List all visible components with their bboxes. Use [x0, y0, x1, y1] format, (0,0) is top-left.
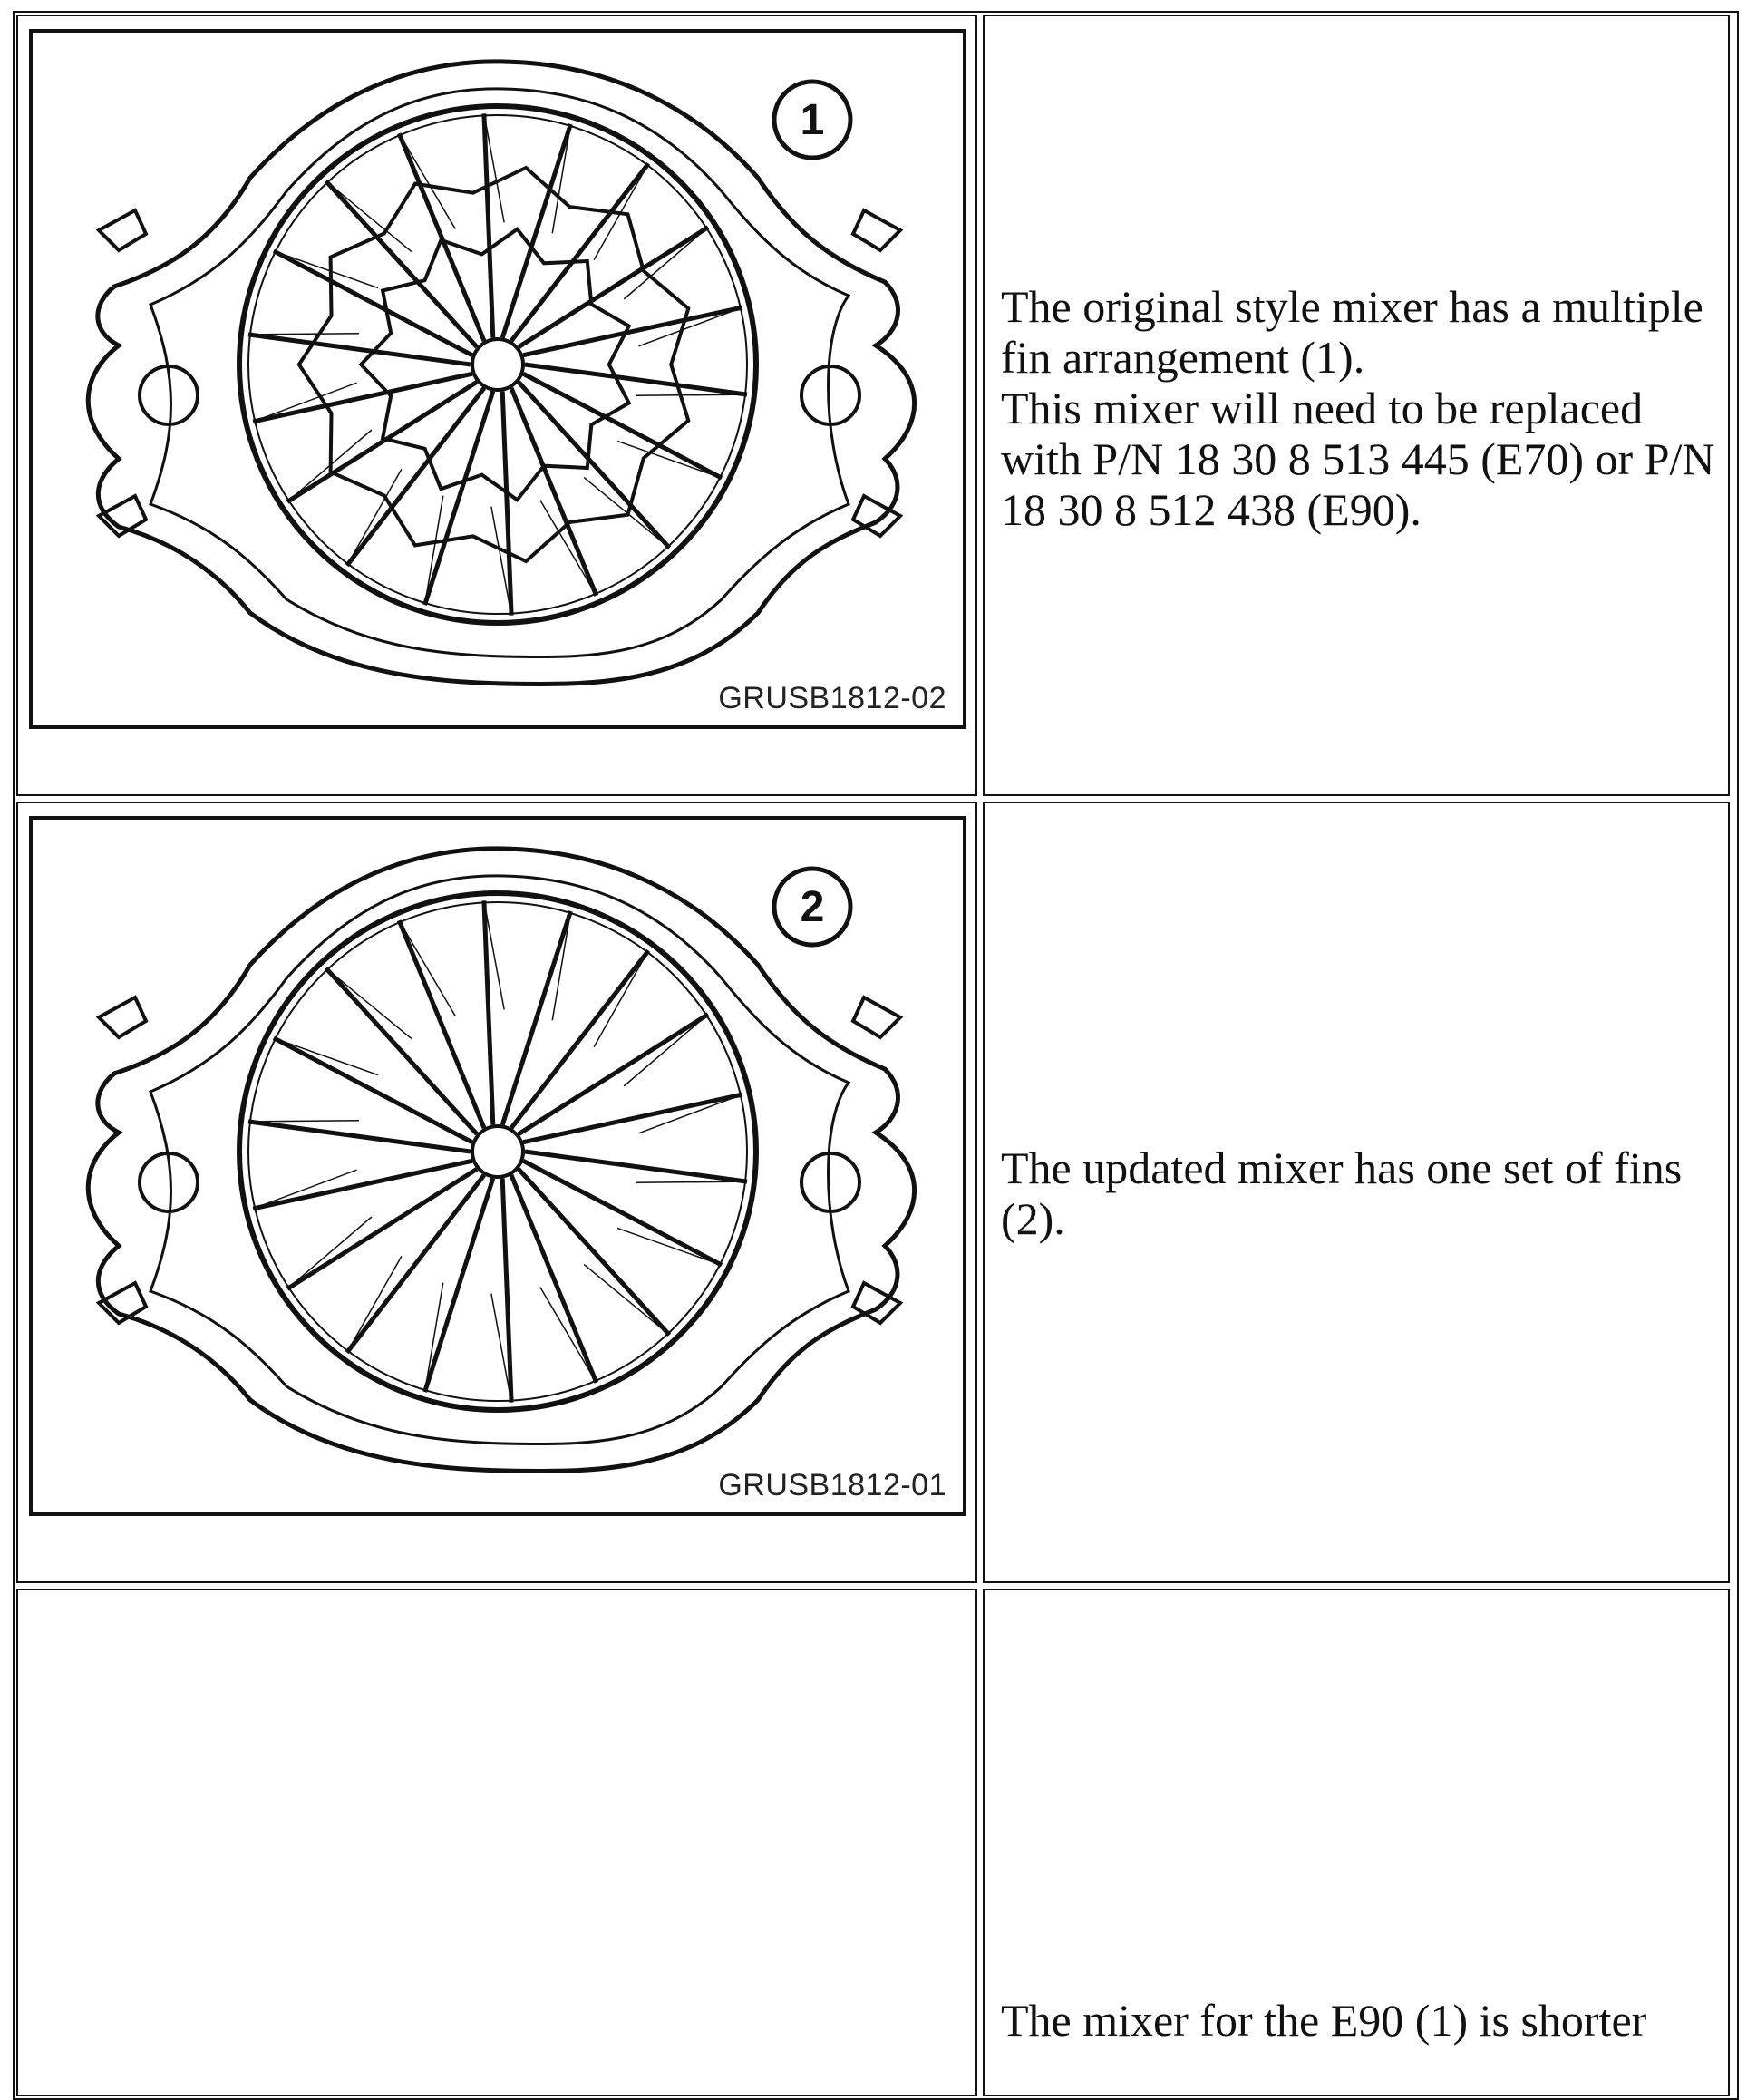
mount-tab	[99, 210, 146, 250]
mixer-fin	[523, 1161, 722, 1265]
row-3-text: The mixer for the E90 (1) is shorter	[1001, 1995, 1647, 2046]
mixer-fin	[287, 382, 477, 501]
figure-2-code: GRUSB1812-01	[718, 1468, 946, 1502]
mixer-fin-face	[274, 251, 378, 288]
mixer-fin-face	[540, 501, 597, 596]
mixer-fin-face	[617, 441, 722, 478]
mount-tab	[99, 997, 146, 1037]
mixer-fin	[253, 374, 472, 422]
callout-number: 2	[800, 883, 825, 931]
mixer-fin	[523, 1094, 742, 1142]
mixer-fin	[519, 1015, 708, 1134]
mount-tab	[853, 997, 900, 1037]
mixer-fin-face	[594, 950, 648, 1046]
mixer-fin-face	[248, 1121, 359, 1122]
mixer-fin	[502, 1179, 511, 1403]
row-3-figure-cell	[16, 1589, 977, 2096]
row-1-text: The original style mixer has a multiple fin arrangement (1). This mixer will need to be replaced with P/N 18 30 8 513 445 (E70) or P/N 18 30 8 512 438 (E90).	[1001, 281, 1715, 535]
mixer-fin-face	[347, 1256, 402, 1352]
figure-1	[29, 29, 966, 729]
mixer-fin	[484, 113, 493, 337]
mixer-fin	[253, 1161, 472, 1209]
mixer-fin	[519, 228, 708, 347]
row-2-text: The updated mixer has one set of fins (2).	[1001, 1142, 1683, 1244]
mixer-fin-face	[399, 133, 455, 228]
mixer-fin	[523, 307, 742, 355]
mixer-plate-icon	[33, 33, 963, 725]
mixer-fin-face	[399, 920, 455, 1016]
figure-2	[29, 816, 966, 1516]
mixer-fin	[502, 392, 511, 616]
mixer-hub	[472, 339, 523, 390]
mixer-fin	[287, 1169, 477, 1288]
mixer-fin-face	[540, 1288, 597, 1383]
mixer-fin	[274, 251, 472, 355]
mount-tab	[853, 210, 900, 250]
mixer-fin-face	[636, 1181, 747, 1182]
mixer-fin-face	[287, 1217, 372, 1288]
mixer-plate-icon	[33, 820, 963, 1512]
mixer-fin-face	[584, 1265, 669, 1336]
mixer-fin-face	[617, 1228, 722, 1265]
callout-number: 1	[800, 96, 825, 144]
mixer-hub	[472, 1126, 523, 1177]
mixer-fin-face	[624, 1015, 708, 1086]
mixer-fin	[484, 900, 493, 1124]
mixer-fin-face	[274, 1038, 378, 1075]
figure-1-code: GRUSB1812-02	[718, 681, 946, 715]
mixer-fin-face	[248, 334, 359, 335]
mixer-fin-face	[636, 394, 747, 395]
mixer-fin	[274, 1038, 472, 1142]
mixer-fin-face	[326, 968, 412, 1039]
